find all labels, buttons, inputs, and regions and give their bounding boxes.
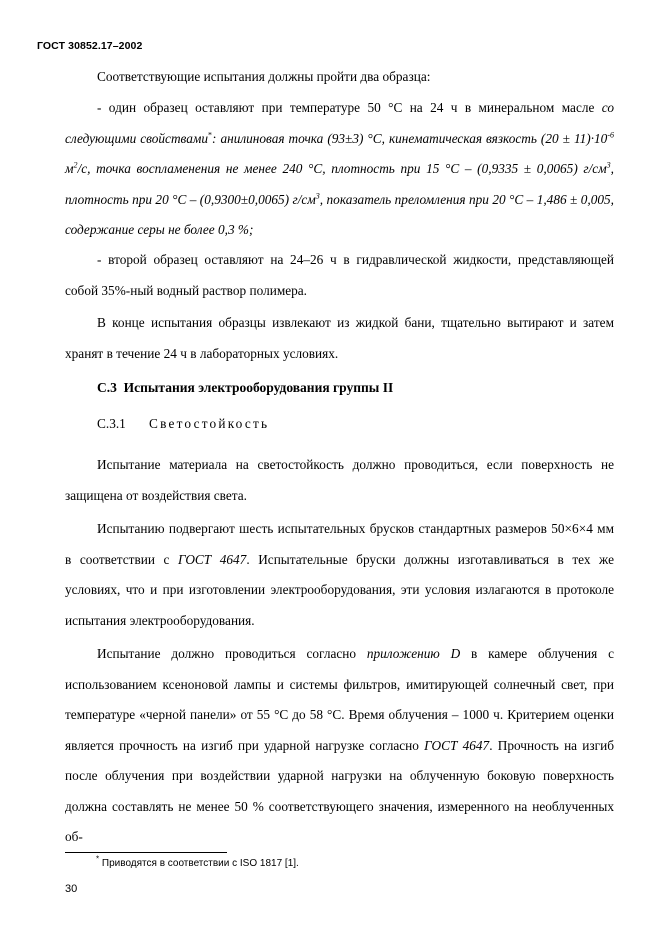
- oil-properties-4: , плотность при 20 °С – (0,9300±0,0065) г/см: [65, 161, 614, 207]
- oil-properties-3: /с, точка воспламенения не менее 240 °С, плотность при 15 °С – (0,9335 ± 0,0065) г/см: [77, 161, 607, 176]
- test-bars-text-a: Испытанию подвергают шесть испытательных брусков стандартных размеров 50×6×4 мм в соответствии с: [65, 521, 614, 567]
- irradiation-text-c: . Прочность на изгиб после облучения при воздействии ударной нагрузки на облученную боковую поверхность должна составлять не менее 50 % соответствующего значения, измеренного на необлученных об-: [65, 737, 614, 844]
- exponent-1: -6: [607, 130, 614, 140]
- page-number: 30: [65, 883, 78, 895]
- section-heading: [97, 380, 393, 396]
- exponent-2: 2: [73, 160, 78, 170]
- standard-reference-1: ГОСТ 4647: [177, 551, 247, 567]
- paragraph-sample-two: - второй образец оставляют на 24–26 ч в гидравлической жидкости, представляющей собой 35%-ный водный раствор полимера.: [65, 252, 614, 298]
- subsection-heading: [97, 416, 269, 432]
- oil-properties-2: м: [65, 161, 74, 176]
- section-title: Испытания электрооборудования группы II: [123, 380, 394, 395]
- section-number: С.3: [97, 380, 117, 395]
- paragraph-lightfastness: Испытание материала на светостойкость должно проводиться, если поверхность не защищена от воздействия света.: [65, 457, 614, 503]
- exponent-4: 3: [315, 191, 320, 201]
- irradiation-text-a: Испытание должно проводиться согласно: [97, 646, 367, 661]
- document-header: ГОСТ 30852.17–2002: [37, 40, 143, 52]
- oil-properties-1: : анилиновая точка (93±3) °С, кинематическая вязкость (20 ± 11)·10: [212, 130, 608, 146]
- subsection-number: С.3.1: [97, 416, 126, 431]
- standard-reference-2: ГОСТ 4647: [424, 737, 490, 753]
- paragraph-samples-intro: Соответствующие испытания должны пройти два образца:: [97, 69, 431, 84]
- subsection-title: Светостойкость: [149, 416, 270, 431]
- appendix-reference: приложению D: [366, 646, 461, 661]
- footnote-mark: *: [96, 854, 100, 864]
- footnote-text: Приводятся в соответствии с ISO 1817 [1].: [101, 858, 299, 869]
- sample-one-text: - один образец оставляют при температуре 50 °С на 24 ч в минеральном масле: [97, 100, 602, 115]
- oil-properties-5: , показатель преломления при 20 °С – 1,486 ± 0,005, содержание серы не более 0,3 %;: [65, 191, 614, 237]
- footnote: [96, 854, 299, 869]
- footnote-divider: [65, 852, 227, 853]
- paragraph-test-end: В конце испытания образцы извлекают из жидкой бани, тщательно вытирают и затем хранят в течение 24 ч в лабораторных условиях.: [65, 315, 614, 361]
- footnote-reference: *: [208, 130, 213, 140]
- exponent-3: 3: [606, 160, 611, 170]
- paragraph-sample-one: [65, 93, 614, 246]
- irradiation-text-b: в камере облучения с использованием ксеноновой лампы и системы фильтров, имитирующей солнечный свет, при температуре «черной панели» от 55 °С до 58 °С. Время облучения – 1000 ч. Критерием оценки является прочность на изгиб при ударной нагрузке согласно: [65, 646, 615, 753]
- paragraph-irradiation: [65, 639, 614, 853]
- paragraph-test-bars: [65, 514, 614, 636]
- test-bars-text-b: . Испытательные бруски должны изготавливаться в тех же условиях, что и при изготовлении электрооборудования, эти условия излагаются в протоколе испытания электрооборудования.: [65, 551, 614, 628]
- sample-one-properties-label: со следующими свойствами: [65, 100, 614, 146]
